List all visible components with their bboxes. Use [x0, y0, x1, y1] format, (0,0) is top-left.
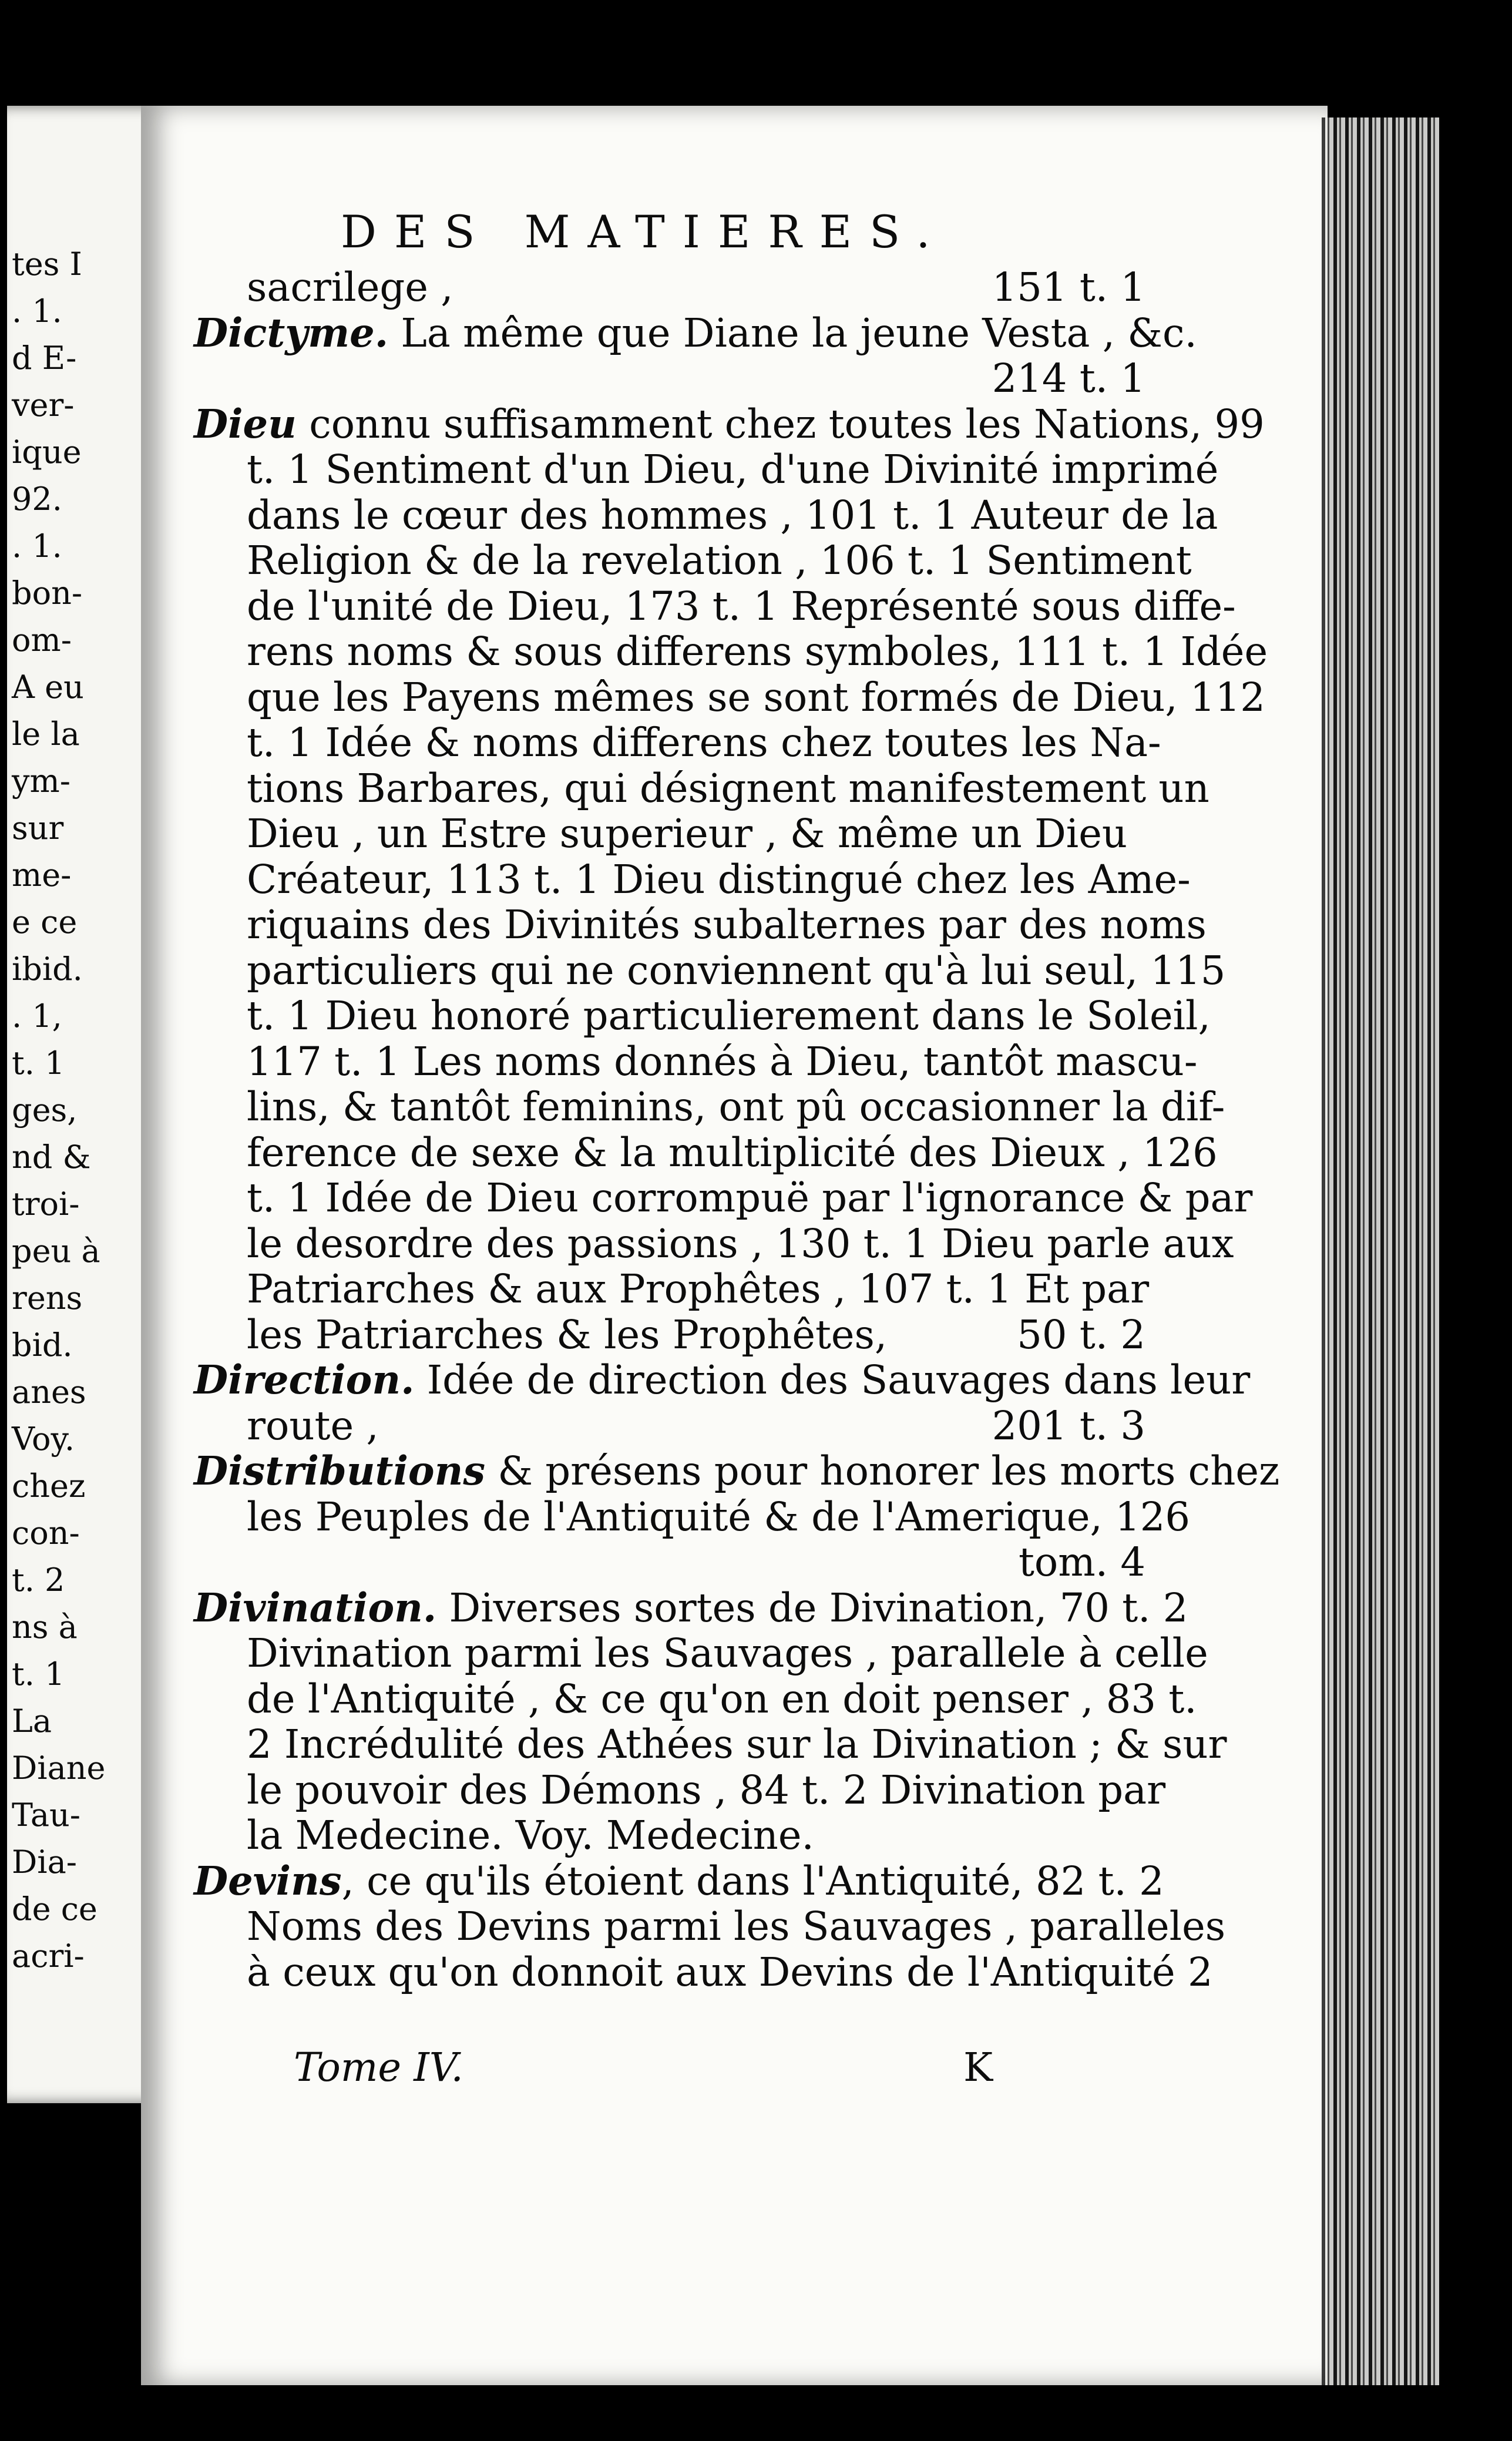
- index-entry-line: [247, 1903, 1225, 1949]
- entry-text: route ,: [247, 1402, 379, 1449]
- index-entry-line: [247, 1676, 1197, 1722]
- prev-page-fragment: troi-: [12, 1186, 80, 1223]
- index-term: Devins: [194, 1857, 342, 1904]
- index-entry-head: [194, 1858, 1164, 1904]
- prev-page-fragment: me-: [12, 857, 72, 894]
- entry-text: & présens pour honorer les morts chez: [485, 1448, 1280, 1494]
- index-entry-line: [247, 446, 1218, 492]
- prev-page-fragment: ique: [12, 434, 82, 471]
- prev-page-fragment: acri-: [12, 1938, 85, 1975]
- entry-text: 117 t. 1 Les noms donnés à Dieu, tantôt mascu-: [247, 1038, 1198, 1084]
- prev-page-fragment: sur: [12, 810, 64, 847]
- entry-text: dans le cœur des hommes , 101 t. 1 Auteur de la: [247, 492, 1218, 538]
- prev-page-fragment: t. 1: [12, 1656, 65, 1693]
- signature-right: K: [963, 2044, 993, 2090]
- index-entry-line: [247, 264, 453, 310]
- prev-page-fragment: le la: [12, 716, 80, 753]
- page-reference: 201 t. 3: [992, 1402, 1145, 1449]
- index-entry-line: [247, 1039, 1197, 1084]
- prev-page-fragment: . 1.: [12, 293, 62, 330]
- prev-page-fragment: con-: [12, 1515, 80, 1552]
- entry-text: t. 1 Idée de Dieu corrompuë par l'ignorance & par: [247, 1175, 1253, 1221]
- index-term: Dieu: [194, 400, 297, 447]
- running-header: DES MATIERES.: [341, 206, 948, 258]
- prev-page-fragment: bon-: [12, 575, 83, 612]
- entry-text: , ce qu'ils étoient dans l'Antiquité, 82 t. 2: [341, 1858, 1164, 1904]
- index-entry-line: [247, 857, 1191, 902]
- entry-text: le pouvoir des Démons , 84 t. 2 Divination par: [247, 1767, 1166, 1813]
- entry-text: t. 1 Sentiment d'un Dieu, d'une Divinité imprimé: [247, 446, 1219, 492]
- index-entry-line: [247, 492, 1218, 538]
- prev-page-fragment: Tau-: [12, 1797, 81, 1834]
- page-stack-edge: [1322, 117, 1439, 2385]
- index-entry-line: [247, 538, 1192, 583]
- index-entry-line: [247, 1175, 1252, 1221]
- prev-page-fragment: ns à: [12, 1609, 78, 1646]
- entry-text: 2 Incrédulité des Athées sur la Divination ; & sur: [247, 1721, 1227, 1767]
- entry-text: les Peuples de l'Antiquité & de l'Amerique, 126: [247, 1493, 1191, 1540]
- prev-page-fragment: nd &: [12, 1139, 91, 1176]
- index-entry-line: [247, 1084, 1225, 1130]
- entry-text: le desordre des passions , 130 t. 1 Dieu parle aux: [247, 1220, 1234, 1267]
- index-entry-head: [194, 310, 1197, 356]
- index-entry-head: [194, 1357, 1250, 1403]
- entry-text: à ceux qu'on donnoit aux Devins de l'Antiquité 2: [247, 1949, 1213, 1995]
- page-reference: 151 t. 1: [992, 264, 1145, 310]
- entry-text: ference de sexe & la multiplicité des Dieux , 126: [247, 1129, 1218, 1176]
- prev-page-fragment: om-: [12, 622, 72, 659]
- entry-text: connu suffisamment chez toutes les Nations, 99: [296, 401, 1265, 447]
- entry-text: Patriarches & aux Prophêtes , 107 t. 1 Et par: [247, 1266, 1150, 1312]
- page-reference: 214 t. 1: [992, 355, 1145, 401]
- entry-text: les Patriarches & les Prophêtes,: [247, 1311, 888, 1358]
- entry-text: Divination parmi les Sauvages , parallele à celle: [247, 1630, 1208, 1676]
- prev-page-fragment: de ce: [12, 1891, 98, 1928]
- entry-text: Dieu , un Estre superieur , & même un Dieu: [247, 811, 1128, 857]
- prev-page-fragment: t. 2: [12, 1562, 65, 1599]
- entry-text: Créateur, 113 t. 1 Dieu distingué chez les Ame-: [247, 856, 1191, 902]
- prev-page-fragment: . 1,: [12, 998, 62, 1035]
- prev-page-fragment: Dia-: [12, 1844, 78, 1881]
- index-entry-line: [247, 1721, 1227, 1767]
- prev-page-fragment: A eu: [12, 669, 84, 706]
- prev-page-fragment: ver-: [12, 387, 75, 424]
- index-term: Direction.: [194, 1357, 415, 1403]
- prev-page-fragment: ibid.: [12, 951, 83, 988]
- index-entry-line: [247, 1403, 379, 1449]
- entry-text: t. 1 Idée & noms differens chez toutes les Na-: [247, 720, 1161, 765]
- index-entry-line: [247, 811, 1127, 857]
- entry-text: la Medecine. Voy. Medecine.: [247, 1812, 814, 1858]
- prev-page-fragment: anes: [12, 1374, 86, 1411]
- entry-text: Idée de direction des Sauvages dans leur: [414, 1357, 1251, 1403]
- entry-text: tions Barbares, qui désignent manifestement un: [247, 765, 1209, 811]
- prev-page-fragment: rens: [12, 1280, 83, 1317]
- entry-text: La même que Diane la jeune Vesta , &c.: [388, 310, 1197, 356]
- prev-page-fragment: 92.: [12, 481, 62, 518]
- prev-page-fragment: bid.: [12, 1327, 73, 1364]
- entry-text: de l'unité de Dieu, 173 t. 1 Représenté sous diffe-: [247, 583, 1236, 629]
- index-entry-line: [247, 1266, 1149, 1312]
- prev-page-fragment: Diane: [12, 1750, 106, 1787]
- entry-text: Diverses sortes de Divination, 70 t. 2: [436, 1584, 1188, 1631]
- index-entry-line: [247, 902, 1207, 948]
- index-entry-line: [247, 765, 1209, 811]
- signature-left: Tome IV.: [294, 2044, 463, 2090]
- prev-page-fragment: chez: [12, 1468, 86, 1505]
- prev-page-fragment: peu à: [12, 1233, 100, 1270]
- index-term: Divination.: [194, 1584, 437, 1631]
- index-entry-line: [247, 1812, 814, 1858]
- prev-page-fragment: ym-: [12, 763, 70, 800]
- prev-page-fragment: Voy.: [12, 1421, 75, 1458]
- prev-page-fragment: e ce: [12, 904, 78, 941]
- entry-text: rens noms & sous differens symboles, 111 t. 1 Idée: [247, 629, 1268, 674]
- entry-text: sacrilege ,: [247, 264, 453, 310]
- index-entry-head: [194, 401, 1265, 447]
- index-entry-line: [247, 1630, 1208, 1676]
- index-entry-line: [247, 674, 1265, 720]
- index-entry-line: [247, 1221, 1234, 1267]
- index-entry-line: [247, 1494, 1190, 1540]
- index-term: Distributions: [194, 1448, 486, 1494]
- entry-text: lins, & tantôt feminins, ont pû occasionner la dif-: [247, 1084, 1225, 1130]
- entry-text: de l'Antiquité , & ce qu'on en doit penser , 83 t.: [247, 1676, 1197, 1722]
- index-term: Dictyme.: [194, 309, 389, 356]
- index-entry-line: [247, 720, 1161, 765]
- page-reference: tom. 4: [1018, 1539, 1145, 1585]
- prev-page-fragment: tes I: [12, 246, 82, 283]
- entry-text: particuliers qui ne conviennent qu'à lui seul, 115: [247, 947, 1226, 993]
- prev-page-fragment: . 1.: [12, 528, 62, 565]
- index-entry-line: [247, 1130, 1218, 1176]
- prev-page-fragment: d E-: [12, 340, 77, 377]
- entry-text: Religion & de la revelation , 106 t. 1 Sentiment: [247, 538, 1192, 583]
- prev-page-fragment: La: [12, 1703, 52, 1740]
- index-entry-line: [247, 583, 1236, 629]
- index-entry-line: [247, 1949, 1213, 1995]
- entry-text: t. 1 Dieu honoré particulierement dans le Soleil,: [247, 993, 1211, 1039]
- index-entry-line: [247, 1312, 887, 1358]
- index-entry-head: [194, 1448, 1279, 1494]
- prev-page-fragment: ges,: [12, 1092, 78, 1129]
- entry-text: Noms des Devins parmi les Sauvages , paralleles: [247, 1903, 1226, 1949]
- entry-text: riquains des Divinités subalternes par des noms: [247, 902, 1207, 948]
- page-reference: 50 t. 2: [1017, 1311, 1145, 1358]
- prev-page-fragment: t. 1: [12, 1045, 65, 1082]
- index-entry-line: [247, 993, 1211, 1039]
- index-entry-head: [194, 1585, 1188, 1631]
- entry-text: que les Payens mêmes se sont formés de Dieu, 112: [247, 674, 1265, 720]
- index-entry-line: [247, 948, 1225, 993]
- index-entry-line: [247, 1767, 1165, 1813]
- index-entry-line: [247, 629, 1268, 674]
